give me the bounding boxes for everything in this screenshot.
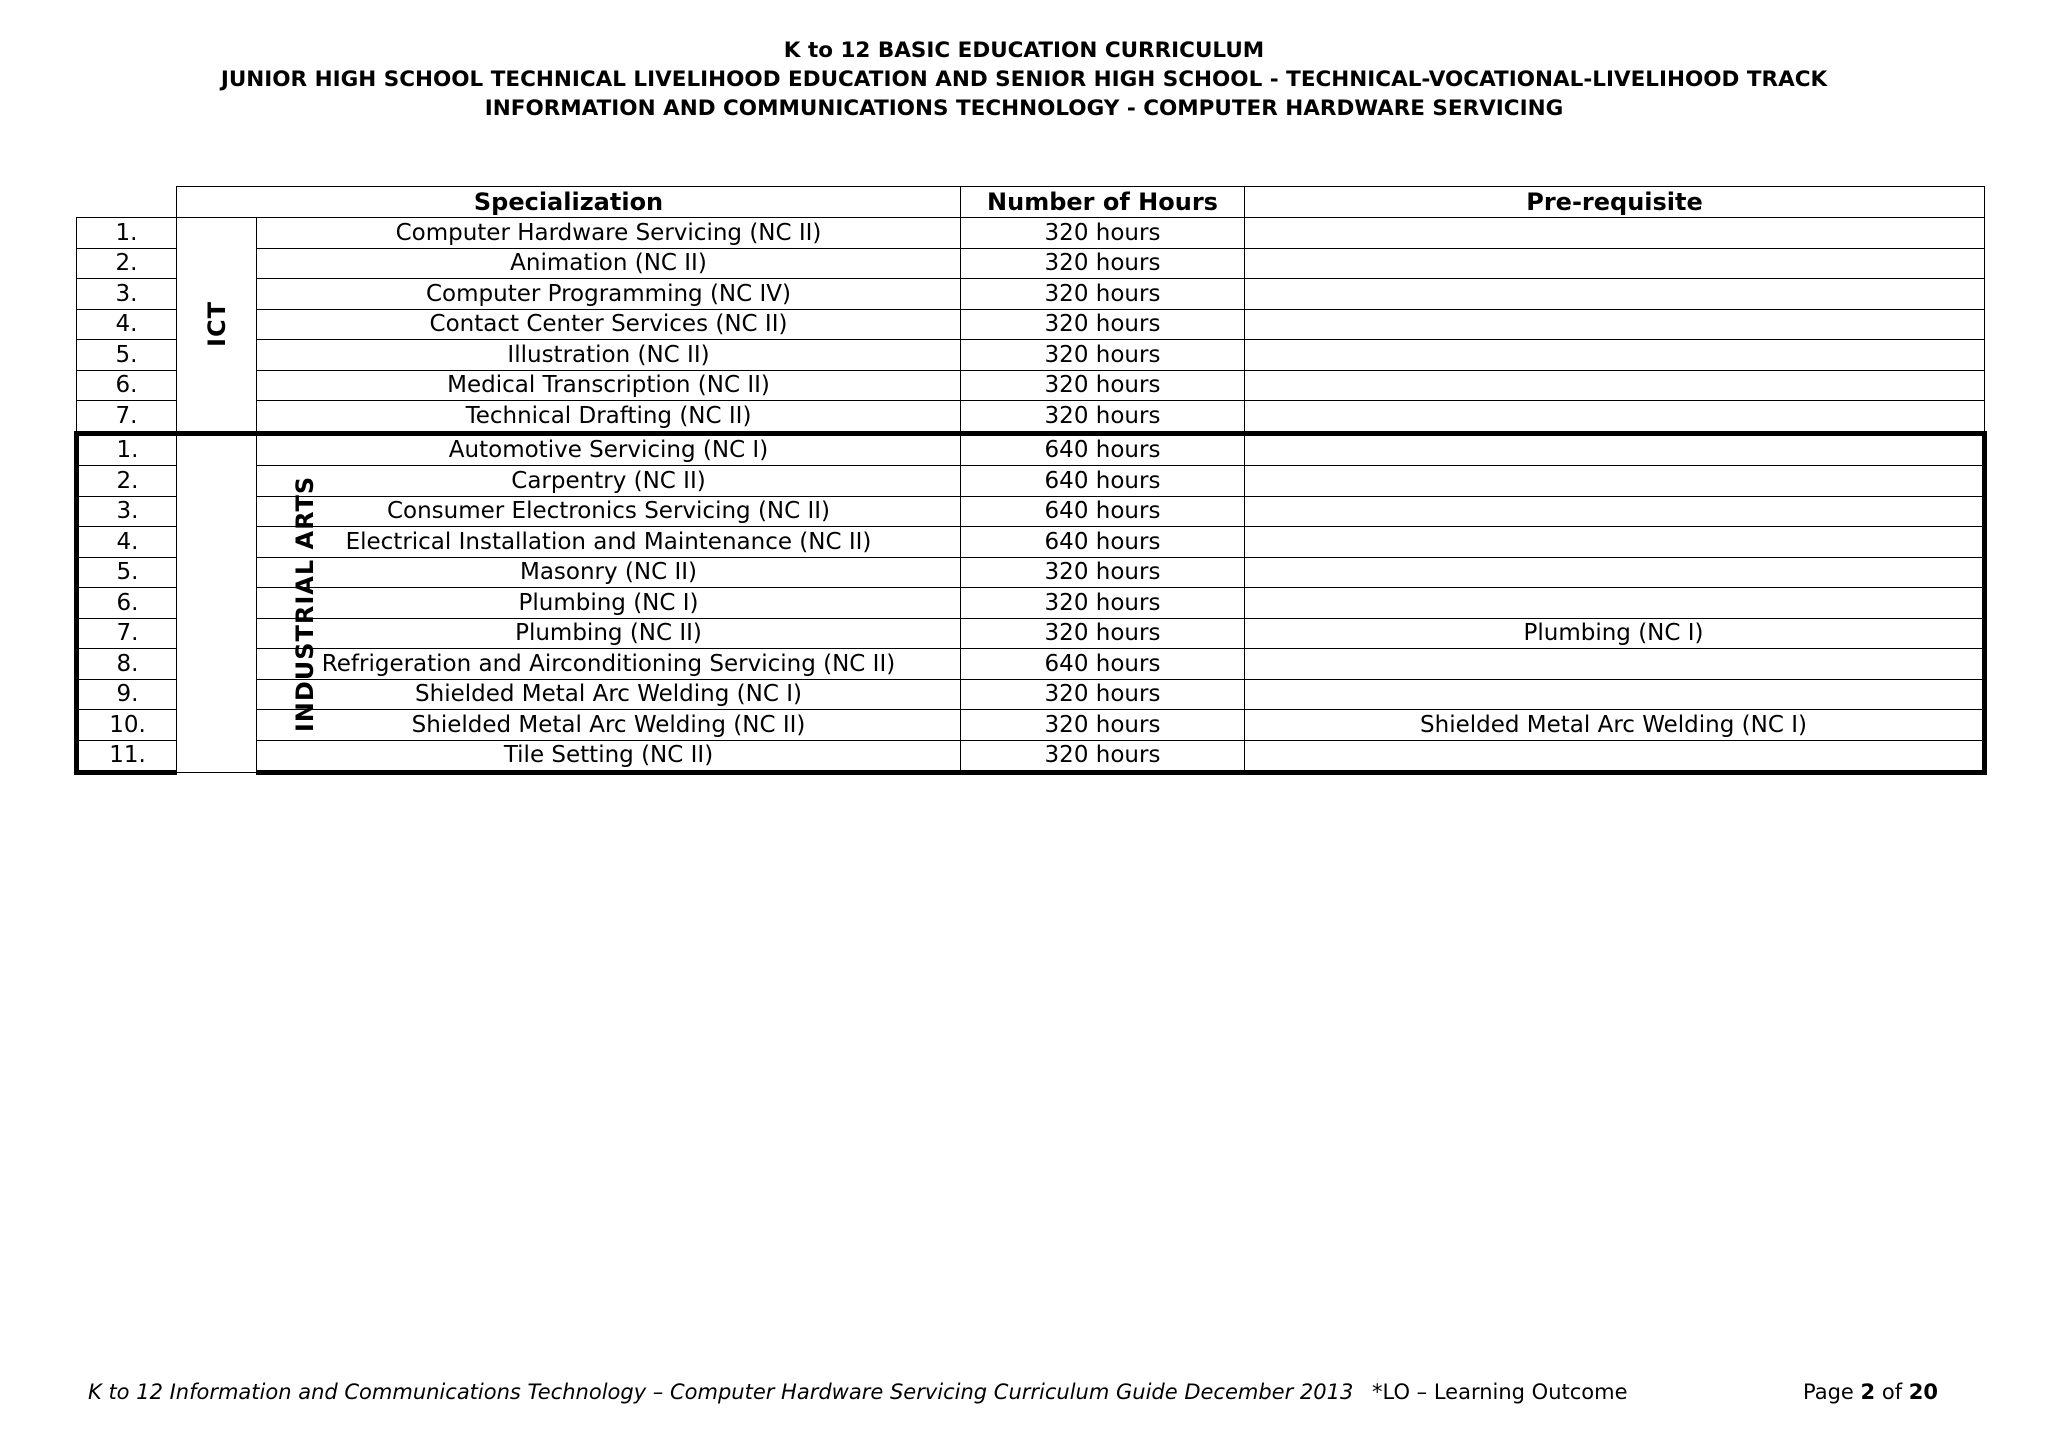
table-row <box>77 466 1985 497</box>
row-number: 11. <box>77 740 177 773</box>
specialization-cell: Masonry (NC II) <box>257 557 961 588</box>
row-number: 3. <box>77 496 177 527</box>
prerequisite-cell <box>1245 401 1985 434</box>
table-row <box>77 740 1985 773</box>
table-row <box>77 496 1985 527</box>
row-number: 2. <box>77 248 177 279</box>
specialization-cell: Contact Center Services (NC II) <box>257 309 961 340</box>
prerequisite-cell <box>1245 279 1985 310</box>
hours-cell: 640 hours <box>961 527 1245 558</box>
table-row <box>77 710 1985 741</box>
prerequisite-cell <box>1245 248 1985 279</box>
hours-cell: 320 hours <box>961 370 1245 401</box>
prerequisite-cell <box>1245 527 1985 558</box>
page-footer <box>0 1380 2048 1410</box>
row-number: 7. <box>77 401 177 434</box>
hours-cell: 320 hours <box>961 618 1245 649</box>
header-strand: INFORMATION AND COMMUNICATIONS TECHNOLOGY - COMPUTER HARDWARE SERVICING <box>484 96 1564 121</box>
table-row <box>77 557 1985 588</box>
specialization-cell: Consumer Electronics Servicing (NC II) <box>257 496 961 527</box>
row-number: 4. <box>77 527 177 558</box>
row-number: 3. <box>77 279 177 310</box>
specialization-cell: Plumbing (NC II) <box>257 618 961 649</box>
table-row <box>77 527 1985 558</box>
table-row <box>77 309 1985 340</box>
column-header-prerequisite: Pre-requisite <box>1245 187 1985 218</box>
hours-cell: 640 hours <box>961 649 1245 680</box>
row-number: 1. <box>77 433 177 466</box>
table-row <box>77 248 1985 279</box>
table-header-row <box>77 187 1985 218</box>
table-row <box>77 370 1985 401</box>
specialization-cell: Medical Transcription (NC II) <box>257 370 961 401</box>
table-row <box>77 649 1985 680</box>
hours-cell: 320 hours <box>961 279 1245 310</box>
table-row <box>77 433 1985 466</box>
hours-cell: 320 hours <box>961 309 1245 340</box>
prerequisite-cell <box>1245 370 1985 401</box>
prerequisite-cell: Shielded Metal Arc Welding (NC I) <box>1245 710 1985 741</box>
category-label: INDUSTRIAL ARTS <box>291 475 320 732</box>
specialization-cell: Electrical Installation and Maintenance (NC II) <box>257 527 961 558</box>
table-row <box>77 218 1985 249</box>
row-number: 8. <box>77 649 177 680</box>
hours-cell: 320 hours <box>961 218 1245 249</box>
hours-cell: 640 hours <box>961 433 1245 466</box>
prerequisite-cell <box>1245 740 1985 773</box>
hours-cell: 320 hours <box>961 710 1245 741</box>
row-number: 6. <box>77 370 177 401</box>
specialization-cell: Illustration (NC II) <box>257 340 961 371</box>
footer-guide-title: K to 12 Information and Communications Technology – Computer Hardware Servicing Curriculum Guide December 2013 <box>88 1380 1354 1404</box>
prerequisite-cell <box>1245 649 1985 680</box>
row-number: 10. <box>77 710 177 741</box>
specialization-cell: Tile Setting (NC II) <box>257 740 961 773</box>
prerequisite-cell <box>1245 679 1985 710</box>
table-row <box>77 279 1985 310</box>
row-number: 2. <box>77 466 177 497</box>
table-row <box>77 401 1985 434</box>
column-header-specialization: Specialization <box>177 187 961 218</box>
hours-cell: 320 hours <box>961 588 1245 619</box>
category-cell <box>177 218 257 434</box>
category-label: ICT <box>202 301 231 348</box>
row-number: 5. <box>77 340 177 371</box>
prerequisite-cell <box>1245 496 1985 527</box>
table-row <box>77 588 1985 619</box>
prerequisite-cell <box>1245 588 1985 619</box>
header-blank-cell <box>77 187 177 218</box>
page-of: of <box>1881 1380 1903 1404</box>
hours-cell: 320 hours <box>961 740 1245 773</box>
prerequisite-cell: Plumbing (NC I) <box>1245 618 1985 649</box>
footer-page-number <box>1803 1380 1938 1404</box>
hours-cell: 320 hours <box>961 248 1245 279</box>
page-current: 2 <box>1860 1380 1876 1404</box>
row-number: 6. <box>77 588 177 619</box>
specialization-cell: Computer Hardware Servicing (NC II) <box>257 218 961 249</box>
specialization-cell: Refrigeration and Airconditioning Servicing (NC II) <box>257 649 961 680</box>
hours-cell: 320 hours <box>961 679 1245 710</box>
column-header-hours: Number of Hours <box>961 187 1245 218</box>
prerequisite-cell <box>1245 309 1985 340</box>
category-cell <box>177 433 320 773</box>
table-row <box>77 340 1985 371</box>
header-subtitle: JUNIOR HIGH SCHOOL TECHNICAL LIVELIHOOD EDUCATION AND SENIOR HIGH SCHOOL - TECHNICAL-VOCATIONAL-LIVELIHOOD TRACK <box>220 67 1828 92</box>
prerequisite-cell <box>1245 433 1985 466</box>
table-row <box>77 618 1985 649</box>
prerequisite-cell <box>1245 340 1985 371</box>
row-number: 5. <box>77 557 177 588</box>
header-title: K to 12 BASIC EDUCATION CURRICULUM <box>783 38 1265 63</box>
row-number: 1. <box>77 218 177 249</box>
page-prefix: Page <box>1803 1380 1854 1404</box>
hours-cell: 640 hours <box>961 496 1245 527</box>
row-number: 4. <box>77 309 177 340</box>
hours-cell: 320 hours <box>961 557 1245 588</box>
specialization-cell: Plumbing (NC I) <box>257 588 961 619</box>
prerequisite-cell <box>1245 466 1985 497</box>
specialization-table <box>74 186 1987 775</box>
page-total: 20 <box>1908 1380 1939 1404</box>
table-row <box>77 679 1985 710</box>
table-body <box>77 218 1985 773</box>
hours-cell: 640 hours <box>961 466 1245 497</box>
specialization-cell: Animation (NC II) <box>257 248 961 279</box>
hours-cell: 320 hours <box>961 340 1245 371</box>
specialization-cell: Technical Drafting (NC II) <box>257 401 961 434</box>
specialization-cell: Automotive Servicing (NC I) <box>257 433 961 466</box>
specialization-cell: Computer Programming (NC IV) <box>257 279 961 310</box>
prerequisite-cell <box>1245 218 1985 249</box>
footer-lo-note: *LO – Learning Outcome <box>1372 1380 1628 1404</box>
prerequisite-cell <box>1245 557 1985 588</box>
document-header <box>0 36 2048 123</box>
specialization-cell: Carpentry (NC II) <box>257 466 961 497</box>
hours-cell: 320 hours <box>961 401 1245 434</box>
row-number: 7. <box>77 618 177 649</box>
specialization-cell: Shielded Metal Arc Welding (NC I) <box>257 679 961 710</box>
row-number: 9. <box>77 679 177 710</box>
specialization-cell: Shielded Metal Arc Welding (NC II) <box>257 710 961 741</box>
